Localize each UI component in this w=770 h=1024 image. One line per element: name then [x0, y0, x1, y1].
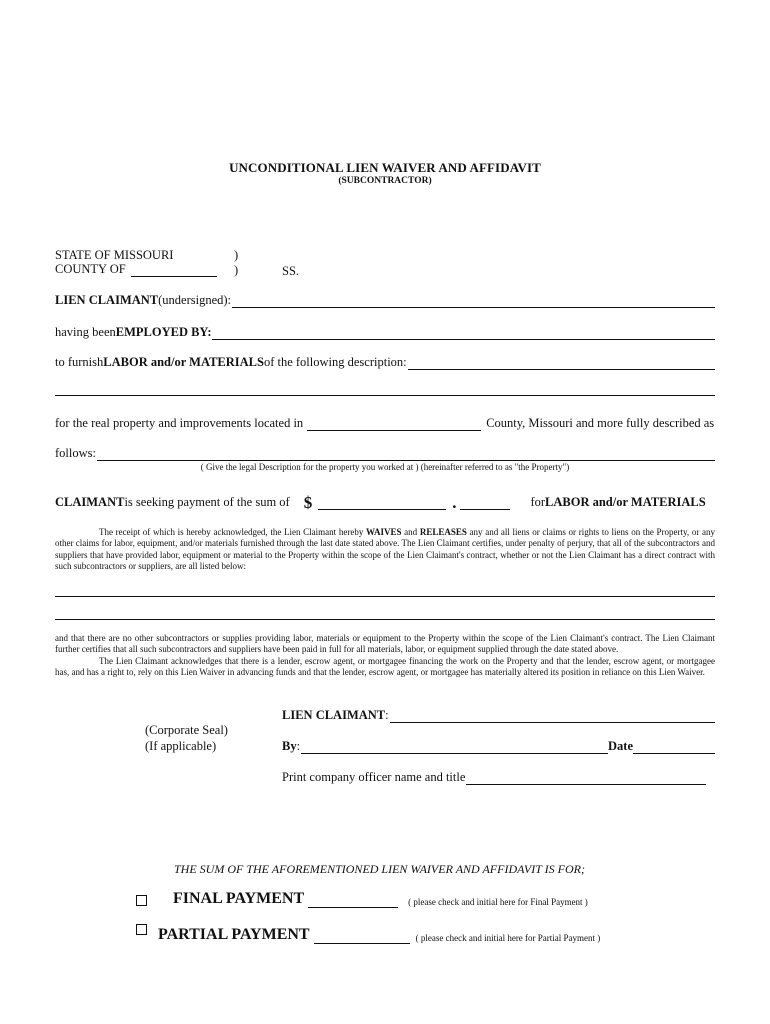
final-payment-label: FINAL PAYMENT — [173, 890, 305, 907]
ss-label: SS. — [282, 264, 300, 278]
receipt-paragraph — [55, 527, 715, 572]
print-name-row — [282, 770, 706, 785]
date-field[interactable] — [633, 742, 715, 754]
employed-by-field[interactable] — [212, 328, 715, 340]
decimal-point: . — [452, 493, 457, 512]
signature-claimant-colon: : — [385, 708, 389, 722]
state-label: STATE OF MISSOURI — [55, 248, 174, 262]
lien-claimant-field[interactable] — [232, 296, 715, 308]
print-name-field[interactable] — [466, 773, 706, 785]
certification-text: and that there are no other subcontractors or supplies providing labor, materials or equipment to the Property within the scope of the Lien Claimant's contract. The Lien Claimant further certifies that all such subcontractors and suppliers have been paid in full for all materials, labor, or equipment supplied through the date stated above. — [55, 633, 715, 655]
lender-text: The Lien Claimant acknowledges that there is a lender, escrow agent, or mortgagee financing the work on the Property and that the lender, escrow agent, or mortgagee has, and has a right to, rely on this Lien Waiver in advancing funds and that the lender, escrow agent, or mortgagee has materially altered its position in reliance on this Lien Waiver. — [55, 655, 715, 677]
by-label: By — [282, 739, 297, 753]
property-suffix: County, Missouri and more fully described as — [486, 416, 715, 430]
final-payment-row — [173, 890, 588, 908]
legal-description-note: ( Give the legal Description for the property you worked at ) (hereinafter referred to as "the Property") — [200, 462, 570, 472]
if-applicable-label: (If applicable) — [145, 739, 217, 753]
releases-word: RELEASES — [419, 527, 467, 537]
by-colon: : — [296, 739, 301, 753]
date-label: Date — [608, 739, 633, 753]
description-line-2[interactable] — [55, 395, 715, 396]
partial-payment-note: ( please check and initial here for Partial Payment ) — [415, 933, 601, 943]
final-payment-initial-field[interactable] — [308, 894, 398, 908]
signature-claimant-field[interactable] — [390, 711, 715, 723]
checkbox-icon — [136, 895, 147, 906]
venue-paren-2: ) — [234, 263, 239, 277]
certification-paragraph — [55, 633, 715, 678]
property-row — [55, 416, 715, 431]
waives-word: WAIVES — [366, 527, 402, 537]
signature-claimant-label: LIEN CLAIMANT — [282, 708, 386, 722]
furnish-prefix: to furnish — [55, 355, 104, 369]
county-name-field[interactable] — [307, 419, 481, 431]
dollars-field[interactable] — [318, 498, 446, 510]
document-title: UNCONDITIONAL LIEN WAIVER AND AFFIDAVIT — [229, 160, 541, 175]
employed-prefix: having been — [55, 325, 116, 339]
receipt-text-a: The receipt of which is hereby acknowledged, the Lien Claimant hereby — [99, 527, 366, 537]
employed-by-row — [55, 325, 715, 340]
follows-row — [55, 446, 715, 461]
lien-claimant-label: LIEN CLAIMANT — [55, 293, 159, 307]
county-field[interactable] — [131, 265, 217, 277]
document-subtitle: (SUBCONTRACTOR) — [338, 176, 432, 186]
subcontractor-line-1[interactable] — [55, 596, 715, 597]
checkbox-icon — [136, 924, 147, 935]
claimant-label: CLAIMANT — [55, 495, 125, 509]
and-word: and — [401, 527, 420, 537]
description-field[interactable] — [408, 358, 715, 370]
furnish-label: LABOR and/or MATERIALS — [103, 355, 264, 369]
lien-claimant-row — [55, 293, 715, 308]
labor-materials-label: LABOR and/or MATERIALS — [545, 495, 706, 509]
furnish-row — [55, 355, 715, 370]
property-prefix: for the real property and improvements located in — [55, 416, 304, 430]
partial-payment-row — [158, 926, 600, 944]
by-date-row — [282, 739, 715, 754]
final-payment-note: ( please check and initial here for Final Payment ) — [408, 897, 588, 907]
lien-claimant-suffix: (undersigned): — [158, 293, 232, 307]
signature-claimant-row — [282, 708, 715, 723]
partial-payment-label: PARTIAL PAYMENT — [158, 926, 310, 943]
seeking-text: is seeking payment of the sum of — [124, 495, 290, 509]
dollar-sign: $ — [303, 493, 313, 512]
cents-field[interactable] — [460, 498, 510, 510]
county-row — [55, 262, 217, 277]
final-payment-checkbox[interactable] — [136, 893, 147, 911]
county-label: COUNTY OF — [55, 262, 126, 276]
payment-row — [55, 495, 706, 510]
receipt-text-b: any and all liens or claims or rights to liens on the Property, or any other claims for labor, equipment, and/or materials furnished through the last date stated above. The Lien Claimant certifies, under penalty of perjury, that all of the subcontractors and suppliers that have provided labor, equipment or material to the Property within the scope of the Lien Claimant's contract, whether or not the Lien Claimant has a direct contract with such subcontractors or suppliers, are all listed below: — [55, 527, 716, 571]
partial-payment-initial-field[interactable] — [314, 930, 410, 944]
venue-paren-1: ) — [234, 248, 239, 262]
partial-payment-checkbox[interactable] — [136, 922, 147, 940]
employed-label: EMPLOYED BY: — [115, 325, 212, 339]
furnish-suffix: of the following description: — [263, 355, 407, 369]
print-name-label: Print company officer name and title — [282, 770, 466, 784]
corporate-seal-label: (Corporate Seal) — [145, 723, 228, 737]
follows-label: follows: — [55, 446, 96, 460]
for-prefix: for — [530, 495, 546, 509]
by-signature-field[interactable] — [301, 742, 608, 754]
sum-heading: THE SUM OF THE AFOREMENTIONED LIEN WAIVER AND AFFIDAVIT IS FOR; — [174, 862, 585, 876]
legal-description-field[interactable] — [97, 449, 715, 461]
subcontractor-line-2[interactable] — [55, 619, 715, 620]
